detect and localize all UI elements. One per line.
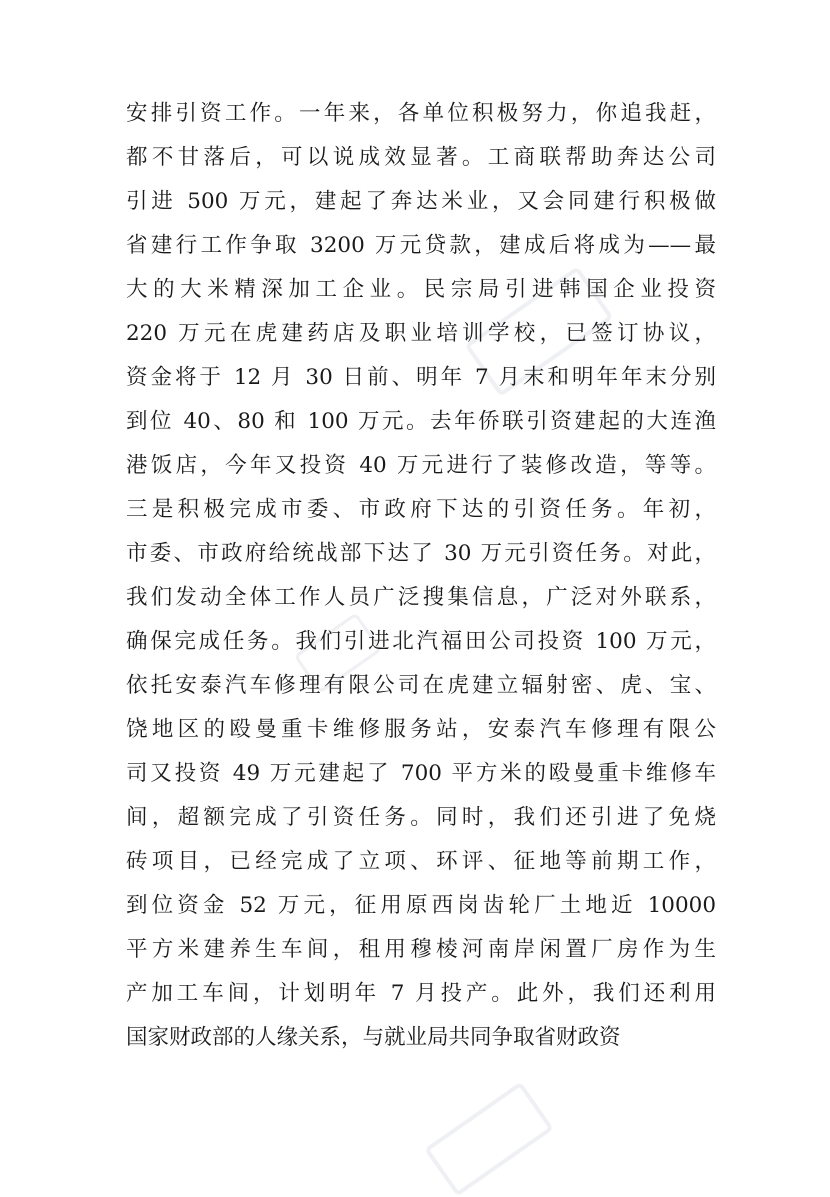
text-line: 港饭店，今年又投资 40 万元进行了装修改造，等等。 [126, 453, 716, 478]
text-line: 间，超额完成了引资任务。同时，我们还引进了免烧 [126, 805, 716, 830]
text-line: 依托安泰汽车修理有限公司在虎建立辐射密、虎、宝、 [126, 673, 716, 698]
text-line: 我们发动全体工作人员广泛搜集信息，广泛对外联系， [126, 585, 716, 610]
text-line: 三是积极完成市委、市政府下达的引资任务。年初， [126, 497, 716, 522]
text-line: 资金将于 12 月 30 日前、明年 7 月末和明年年末分别 [126, 365, 716, 390]
text-line: 引进 500 万元，建起了奔达米业，又会同建行积极做 [126, 189, 716, 214]
text-line: 确保完成任务。我们引进北汽福田公司投资 100 万元， [126, 629, 716, 654]
text-line: 大的大米精深加工企业。民宗局引进韩国企业投资 [126, 277, 716, 302]
text-line: 都不甘落后，可以说成效显著。工商联帮助奔达公司 [126, 145, 716, 170]
text-line: 饶地区的殴曼重卡维修服务站，安泰汽车修理有限公 [126, 717, 716, 742]
text-line: 安排引资工作。一年来，各单位积极努力，你追我赶， [126, 101, 716, 126]
text-line: 国家财政部的人缘关系，与就业局共同争取省财政资 [126, 1025, 621, 1050]
text-line: 司又投资 49 万元建起了 700 平方米的殴曼重卡维修车 [126, 761, 716, 786]
text-line: 砖项目，已经完成了立项、环评、征地等前期工作， [126, 849, 716, 874]
text-line: 220 万元在虎建药店及职业培训学校，已签订协议， [126, 321, 716, 346]
text-line: 市委、市政府给统战部下达了 30 万元引资任务。对此， [126, 541, 716, 566]
body-paragraph [126, 92, 716, 1060]
watermark-stamp [424, 1081, 554, 1196]
text-line: 平方米建养生车间，租用穆棱河南岸闲置厂房作为生 [126, 937, 716, 962]
text-line: 产加工车间，计划明年 7 月投产。此外，我们还利用 [126, 981, 716, 1006]
text-line: 省建行工作争取 3200 万元贷款，建成后将成为——最 [126, 233, 716, 258]
text-line: 到位资金 52 万元，征用原西岗齿轮厂土地近 10000 [126, 893, 716, 918]
text-line: 到位 40、80 和 100 万元。去年侨联引资建起的大连渔 [126, 409, 716, 434]
